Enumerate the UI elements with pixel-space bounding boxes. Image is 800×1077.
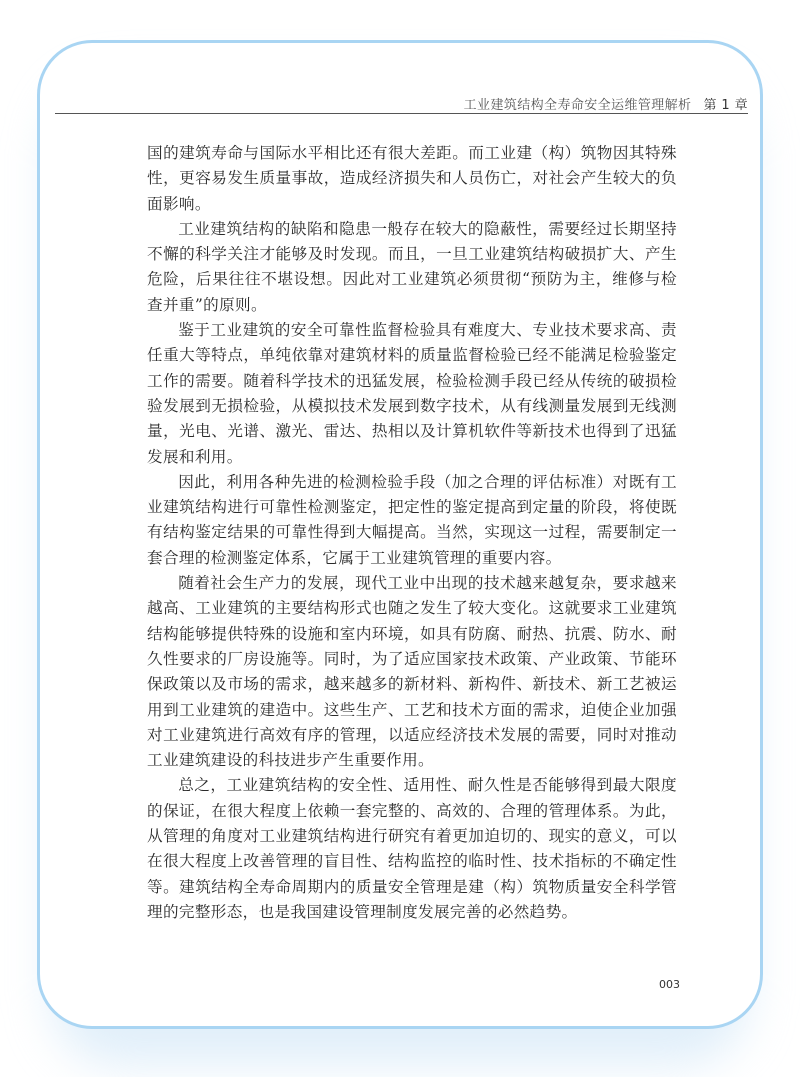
paragraph: 随着社会生产力的发展，现代工业中出现的技术越来越复杂，要求越来越高、工业建筑的主要结构形式也随之发生了较大变化。这就要求工业建筑结构能够提供特殊的设施和室内环境，如具有防腐、耐热、抗震、防水、耐久性要求的厂房设施等。同时，为了适应国家技术政策、产业政策、节能环保政策以及市场的需求，越来越多的新材料、新构件、新技术、新工艺被运用到工业建筑的建造中。这些生产、工艺和技术方面的需求，迫使企业加强对工业建筑进行高效有序的管理，以适应经济技术发展的需要，同时对推动工业建筑建设的科技进步产生重要作用。 xyxy=(147,574,677,770)
paragraph: 鉴于工业建筑的安全可靠性监督检验具有难度大、专业技术要求高、责任重大等特点，单纯依靠对建筑材料的质量监督检验已经不能满足检验鉴定工作的需要。随着科学技术的迅猛发展，检验检测手段已经从传统的破损检验发展到无损检验，从模拟技术发展到数字技术，从有线测量发展到无线测量，光电、光谱、激光、雷达、热相以及计算机软件等新技术也得到了迅猛发展和利用。 xyxy=(147,321,677,466)
body-text xyxy=(147,141,677,925)
paragraph: 国的建筑寿命与国际水平相比还有很大差距。而工业建（构）筑物因其特殊性，更容易发生质量事故，造成经济损失和人员伤亡，对社会产生较大的负面影响。 xyxy=(147,144,677,213)
paragraph: 工业建筑结构的缺陷和隐患一般存在较大的隐蔽性，需要经过长期坚持不懈的科学关注才能够及时发现。而且，一旦工业建筑结构破损扩大、产生危险，后果往往不堪设想。因此对工业建筑必须贯彻“预防为主，维修与检查并重”的原则。 xyxy=(147,219,677,314)
header-rule xyxy=(55,113,748,114)
book-title: 工业建筑结构全寿命安全运维管理解析 xyxy=(463,98,692,113)
paragraph: 因此，利用各种先进的检测检验手段（加之合理的评估标准）对既有工业建筑结构进行可靠性检测鉴定，把定性的鉴定提高到定量的阶段，将使既有结构鉴定结果的可靠性得到大幅提高。当然，实现这一过程，需要制定一套合理的检测鉴定体系，它属于工业建筑管理的重要内容。 xyxy=(147,472,677,567)
book-page xyxy=(37,40,763,1029)
running-header xyxy=(55,94,748,114)
paragraph: 总之，工业建筑结构的安全性、适用性、耐久性是否能够得到最大限度的保证，在很大程度上依赖一套完整的、高效的、合理的管理体系。为此，从管理的角度对工业建筑结构进行研究有着更加迫切的、现实的意义，可以在很大程度上改善管理的盲目性、结构监控的临时性、技术指标的不确定性等。建筑结构全寿命周期内的质量安全管理是建（构）筑物质量安全科学管理的完整形态，也是我国建设管理制度发展完善的必然趋势。 xyxy=(147,776,677,921)
chapter-label: 第 1 章 xyxy=(703,98,748,113)
page-number: 003 xyxy=(659,978,680,991)
